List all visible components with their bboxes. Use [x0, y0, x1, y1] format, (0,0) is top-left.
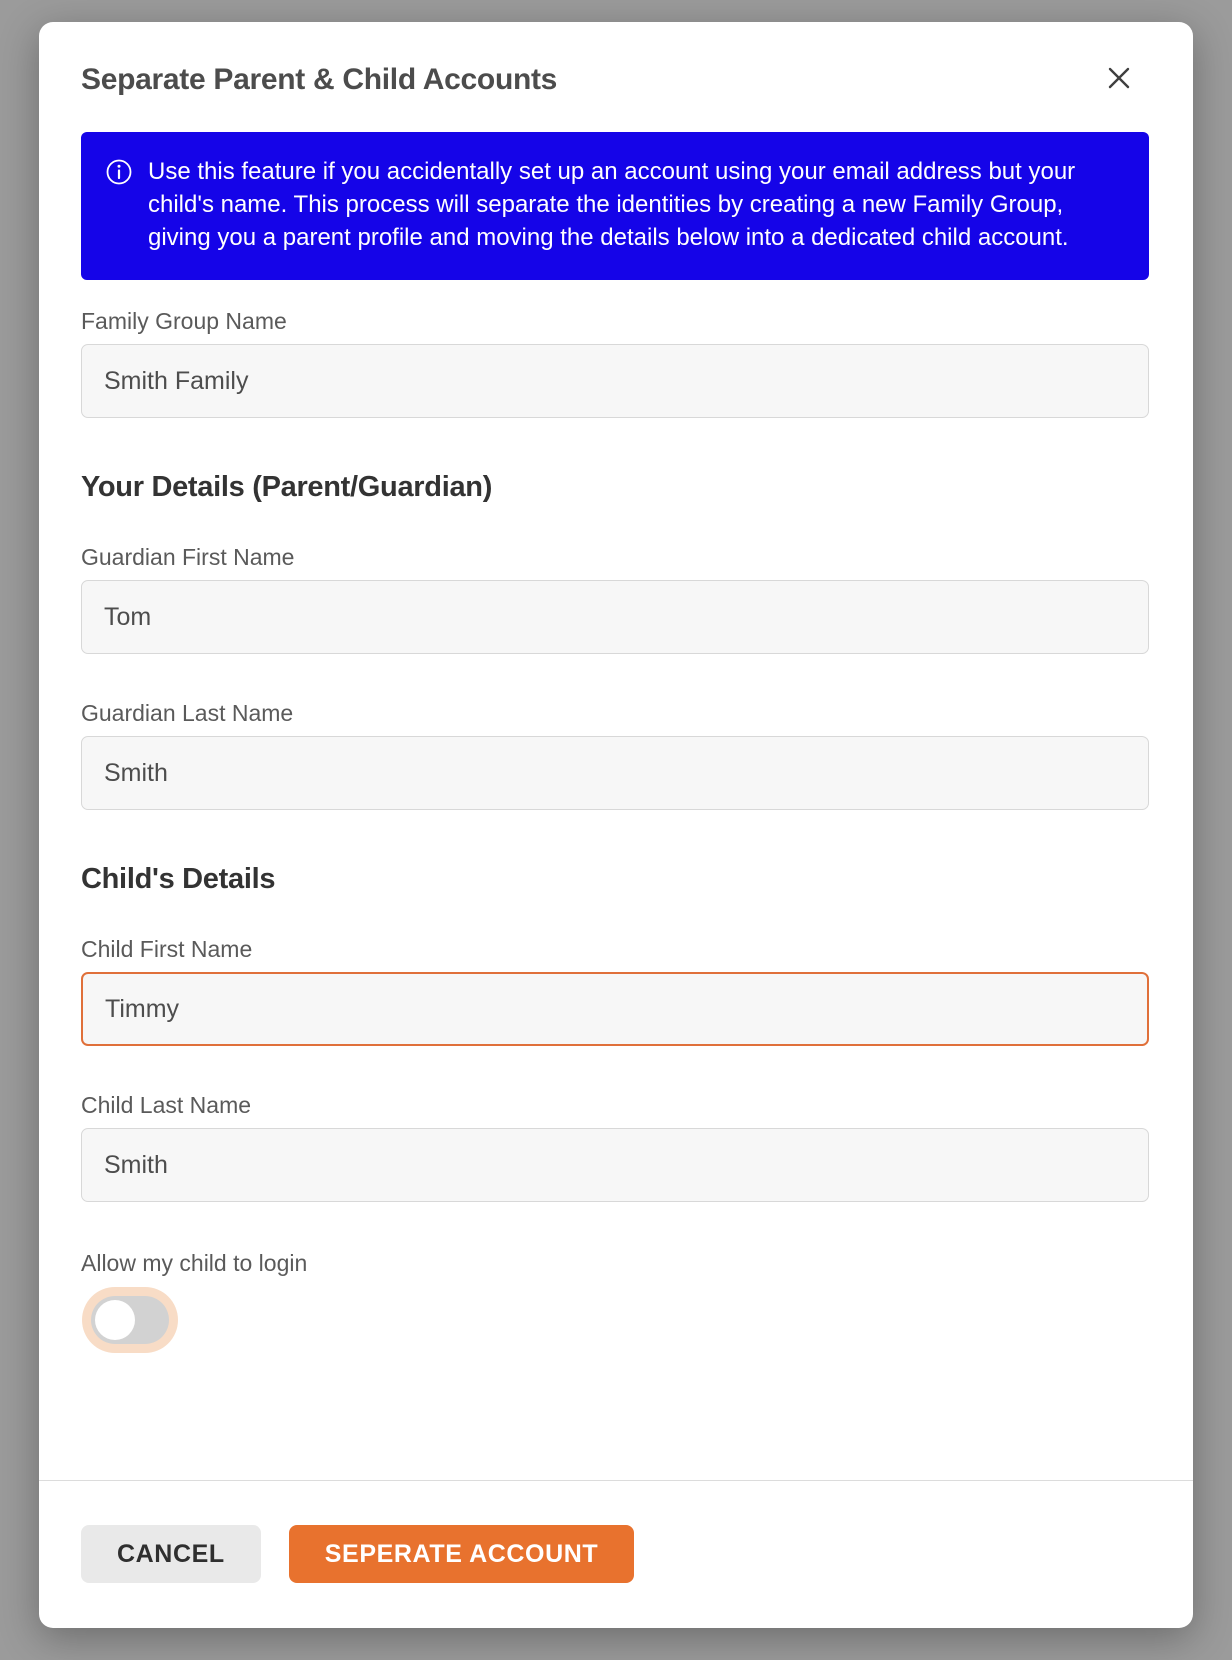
dialog-body	[39, 98, 1193, 1480]
close-button[interactable]	[1101, 60, 1137, 96]
child-last-name-label: Child Last Name	[81, 1092, 252, 1118]
dialog-header	[39, 22, 1193, 98]
child-last-name-field-group	[81, 1092, 1149, 1202]
info-banner	[81, 132, 1149, 280]
family-group-name-label: Family Group Name	[81, 308, 287, 334]
dialog-title: Separate Parent & Child Accounts	[81, 63, 558, 96]
child-first-name-input[interactable]	[81, 972, 1149, 1046]
close-icon	[1103, 62, 1135, 94]
guardian-first-name-label: Guardian First Name	[81, 544, 295, 570]
dialog-footer	[39, 1480, 1193, 1628]
parent-section-heading: Your Details (Parent/Guardian)	[81, 471, 493, 503]
separate-accounts-dialog	[39, 22, 1193, 1628]
guardian-last-name-field-group	[81, 700, 1149, 810]
cancel-button[interactable]: CANCEL	[81, 1525, 261, 1583]
child-last-name-input[interactable]	[81, 1128, 1149, 1202]
guardian-first-name-field-group	[81, 544, 1149, 654]
info-banner-text: Use this feature if you accidentally set up an account using your email address but your child's name. This process will separate the identities by creating a new Family Group, giving you a parent profile and moving the details below into a dedicated child account.	[148, 158, 1076, 251]
separate-account-button[interactable]: SEPERATE ACCOUNT	[289, 1525, 635, 1583]
guardian-first-name-input[interactable]	[81, 580, 1149, 654]
family-group-name-input[interactable]	[81, 344, 1149, 418]
allow-login-toggle[interactable]	[91, 1296, 169, 1344]
guardian-last-name-label: Guardian Last Name	[81, 700, 294, 726]
info-circle-icon	[105, 158, 133, 191]
allow-login-label: Allow my child to login	[81, 1250, 308, 1276]
child-first-name-field-group	[81, 936, 1149, 1046]
guardian-last-name-input[interactable]	[81, 736, 1149, 810]
family-group-name-field-group	[81, 308, 1149, 418]
toggle-knob-icon	[95, 1300, 135, 1340]
allow-login-field-group	[81, 1250, 1149, 1349]
child-section-heading: Child's Details	[81, 863, 276, 895]
child-first-name-label: Child First Name	[81, 936, 253, 962]
